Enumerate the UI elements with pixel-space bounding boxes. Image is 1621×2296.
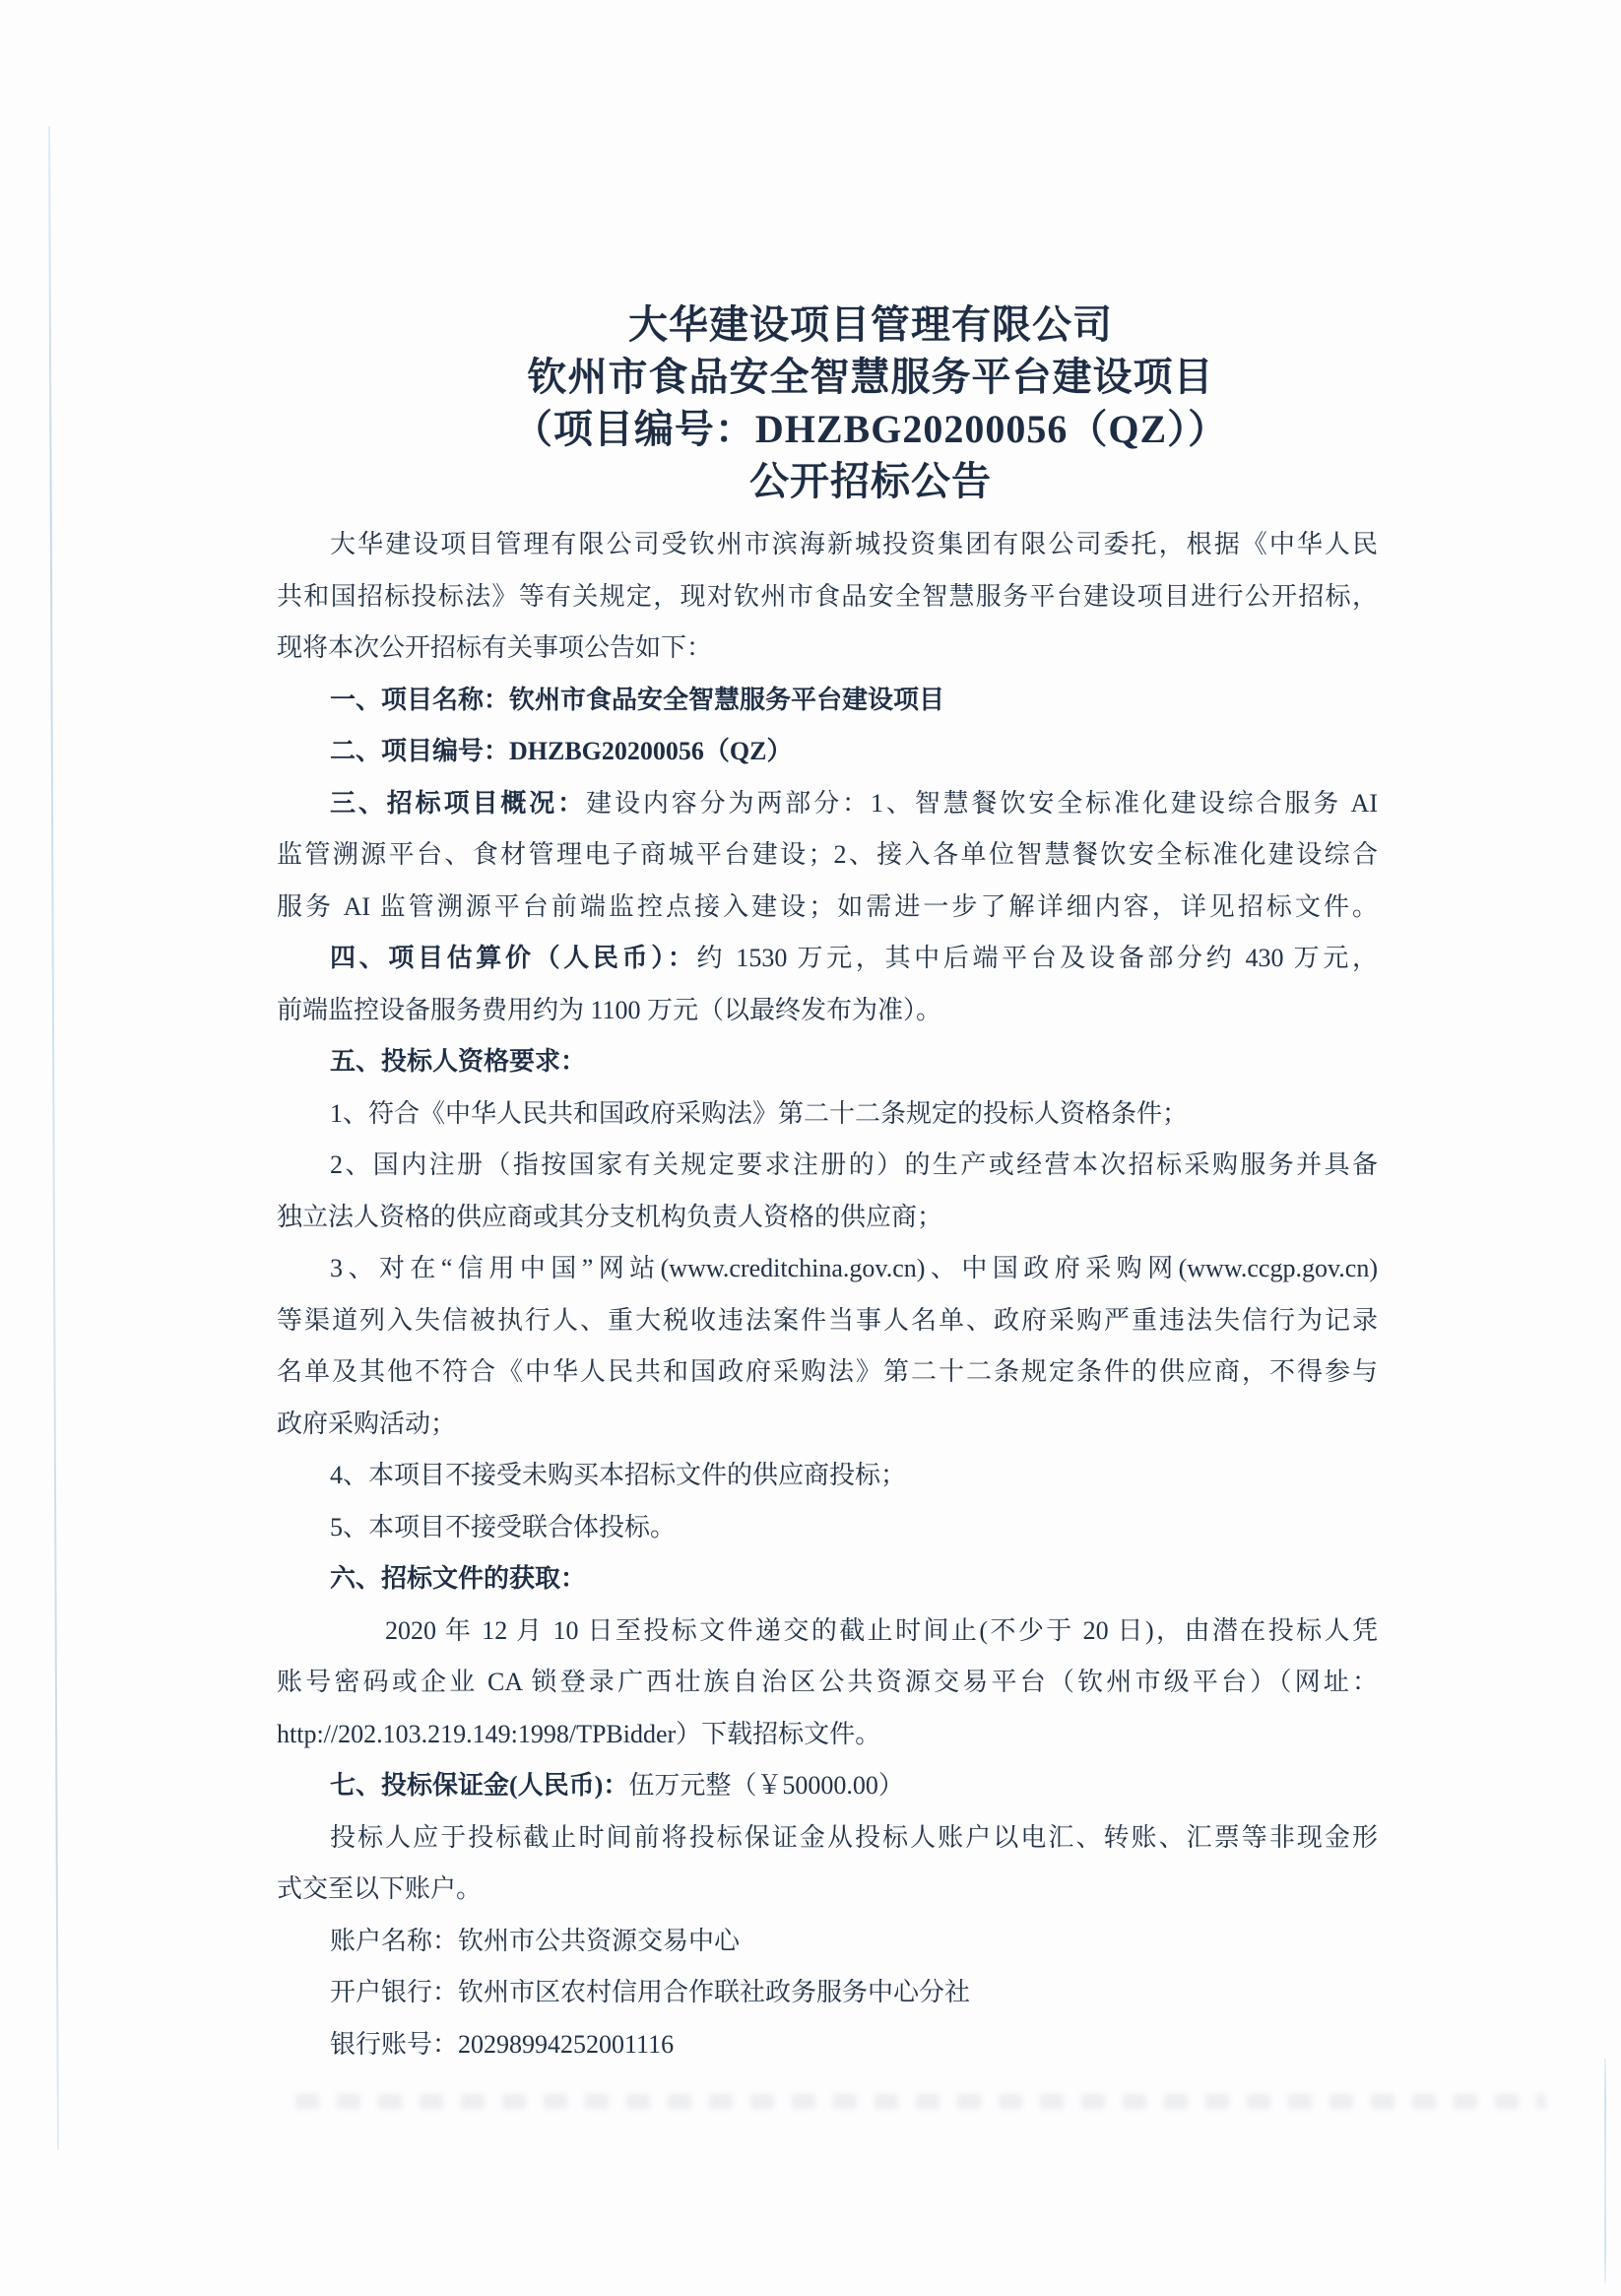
text-segment: 5、本项目不接受联合体投标。 — [330, 1512, 677, 1542]
text-line — [277, 1036, 1378, 1088]
text-line — [277, 675, 1378, 727]
text-segment: 4、本项目不接受未购买本招标文件的供应商投标； — [330, 1461, 907, 1489]
text-segment: 开户银行：钦州市区农村信用合作联社政务服务中心分社 — [330, 1978, 971, 2006]
text-line — [277, 1140, 1378, 1192]
text-segment: 等渠道列入失信被执行人、重大税收违法案件当事人名单、政府采购严重违法失信行为记录 — [277, 1305, 1378, 1335]
text-segment-bold: 四、项目估算价（人民币）： — [330, 944, 697, 972]
text-line — [277, 519, 1378, 571]
text-segment-bold: 五、投标人资格要求： — [330, 1047, 587, 1076]
text-segment: 现将本次公开招标有关事项公告如下： — [277, 633, 713, 662]
text-line — [277, 2019, 1378, 2071]
text-line — [277, 882, 1378, 934]
text-line — [277, 985, 1378, 1037]
text-line — [277, 1399, 1378, 1451]
text-segment: 银行账号：20298994252001116 — [330, 2029, 675, 2059]
text-line — [277, 1606, 1378, 1658]
text-line — [277, 933, 1378, 985]
scan-artifact-right-edge-line — [1604, 2059, 1606, 2283]
document-title-project: 钦州市食品安全智慧服务平台建设项目 — [527, 355, 1214, 399]
text-line — [277, 778, 1378, 830]
text-segment: 投标人应于投标截止时间前将投标保证金从投标人账户以电汇、转账、汇票等非现金形 — [330, 1822, 1378, 1852]
document-title-announcement-type: 公开招标公告 — [749, 459, 992, 503]
text-line — [277, 1864, 1378, 1916]
text-segment: 建设内容分为两部分：1、智慧餐饮安全标准化建设综合服务 AI — [586, 788, 1378, 818]
text-segment: 大华建设项目管理有限公司受钦州市滨海新城投资集团有限公司委托，根据《中华人民 — [330, 530, 1378, 558]
text-line — [277, 1967, 1378, 2019]
text-segment: 伍万元整（￥50000.00） — [628, 1771, 904, 1800]
text-line — [277, 1502, 1378, 1554]
document-title-company: 大华建设项目管理有限公司 — [628, 302, 1113, 347]
text-line — [277, 1812, 1378, 1865]
text-segment: 账号密码或企业 CA 锁登录广西壮族自治区公共资源交易平台（钦州市级平台）（网址： — [277, 1668, 1378, 1696]
text-line — [277, 1709, 1378, 1761]
text-line — [277, 1243, 1378, 1295]
text-segment-bold: 三、招标项目概况： — [330, 788, 587, 818]
text-segment: 名单及其他不符合《中华人民共和国政府采购法》第二十二条规定条件的供应商，不得参与 — [277, 1357, 1378, 1386]
text-line — [277, 1088, 1378, 1141]
document-content — [277, 298, 1378, 2070]
document-body — [277, 519, 1378, 2070]
scan-artifact-left-edge-line — [48, 126, 59, 2150]
document-title-project-number: （项目编号：DHZBG20200056（QZ）） — [512, 407, 1229, 451]
text-segment-bold: 一、项目名称：钦州市食品安全智慧服务平台建设项目 — [330, 685, 945, 714]
text-segment-bold: 六、招标文件的获取： — [330, 1564, 587, 1593]
text-segment: 账户名称：钦州市公共资源交易中心 — [330, 1926, 741, 1955]
text-segment: 服务 AI 监管溯源平台前端监控点接入建设；如需进一步了解详细内容，详见招标文件。 — [277, 891, 1378, 921]
text-segment: 前端监控设备服务费用约为 1100 万元（以最终发布为准）。 — [277, 995, 942, 1024]
text-line — [277, 1346, 1378, 1399]
text-segment: 3、对在“信用中国”网站(www.creditchina.gov.cn)、中国政府采购网(www.ccgp.gov.cn) — [330, 1254, 1378, 1282]
text-segment: 政府采购活动； — [277, 1409, 457, 1438]
scan-artifact-bleedthrough-text — [295, 2094, 1546, 2109]
text-segment: 共和国招标投标法》等有关规定，现对钦州市食品安全智慧服务平台建设项目进行公开招标， — [277, 581, 1378, 611]
text-segment: 式交至以下账户。 — [277, 1874, 483, 1903]
text-line — [277, 1657, 1378, 1709]
text-line — [277, 1450, 1378, 1502]
text-line — [277, 726, 1378, 778]
text-segment-bold: 二、项目编号：DHZBG20200056（QZ） — [330, 737, 793, 765]
text-line — [277, 1192, 1378, 1244]
text-segment: http://202.103.219.149:1998/TPBidder）下载招标文件。 — [277, 1719, 881, 1748]
text-segment: 1、符合《中华人民共和国政府采购法》第二十二条规定的投标人资格条件； — [330, 1098, 1189, 1128]
document-title-block — [320, 298, 1421, 507]
text-line — [277, 1295, 1378, 1347]
text-segment: 约 1530 万元，其中后端平台及设备部分约 430 万元， — [696, 944, 1378, 972]
text-line — [277, 1916, 1378, 1968]
text-line — [277, 829, 1378, 882]
text-line — [277, 571, 1378, 623]
text-segment: 独立法人资格的供应商或其分支机构负责人资格的供应商； — [277, 1202, 943, 1231]
text-line — [277, 1760, 1378, 1812]
text-segment: 2、国内注册（指按国家有关规定要求注册的）的生产或经营本次招标采购服务并具备 — [330, 1150, 1378, 1179]
text-segment: 2020 年 12 月 10 日至投标文件递交的截止时间止(不少于 20 日)，由潜在投标人凭 — [385, 1615, 1378, 1645]
text-line — [277, 1553, 1378, 1606]
text-segment-bold: 七、投标保证金(人民币)： — [330, 1771, 629, 1800]
text-segment: 监管溯源平台、食材管理电子商城平台建设；2、接入各单位智慧餐饮安全标准化建设综合 — [277, 840, 1378, 869]
text-line — [277, 623, 1378, 675]
